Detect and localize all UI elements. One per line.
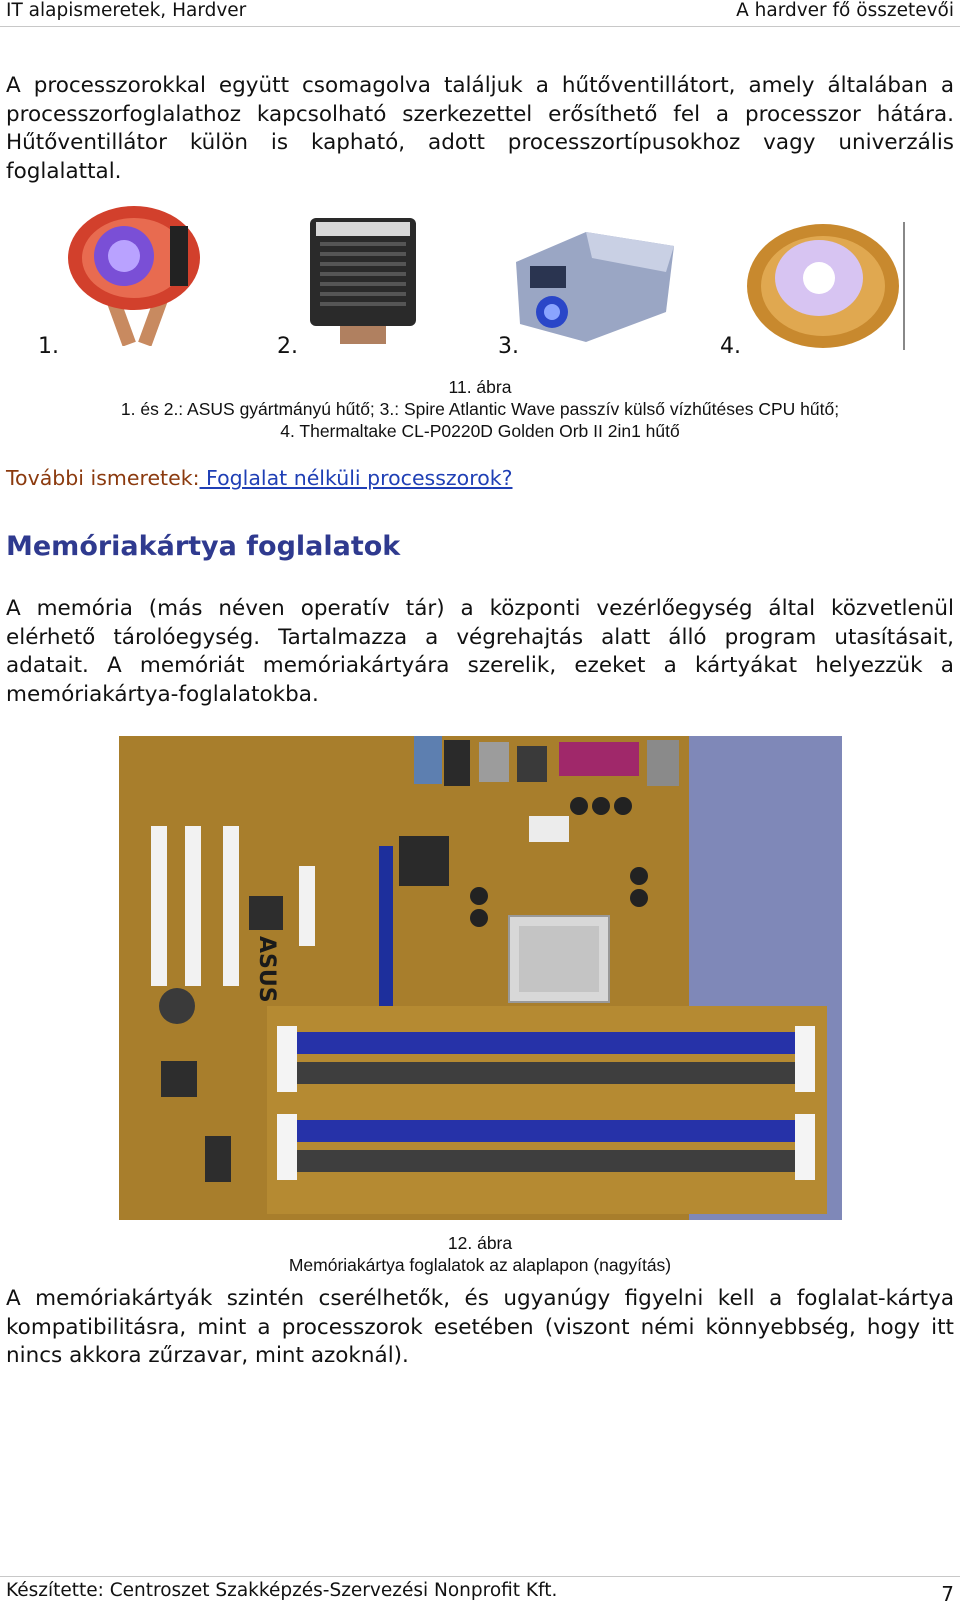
motherboard-photo: [119, 736, 842, 1220]
header-left-title: IT alapismeretek, Hardver: [6, 0, 247, 21]
water-cooler-icon: [516, 232, 674, 350]
section-heading: Memóriakártya foglalatok: [6, 531, 401, 562]
figure-11-images: [0, 196, 960, 360]
figure-item-number-3: 3.: [498, 334, 519, 359]
figure-12-caption: [0, 1232, 960, 1276]
further-reading: [6, 466, 513, 490]
header-right-title: A hardver fő összetevői: [736, 0, 954, 21]
page-footer: [0, 1570, 960, 1605]
figure-12-caption-title: 12. ábra: [447, 1233, 513, 1253]
figure-11-caption-line1: 1. és 2.: ASUS gyártmányú hűtő; 3.: Spire Atlantic Wave passzív külső vízhűtéses CPU hűtő;: [120, 399, 840, 419]
intro-paragraph: A processzorokkal együtt csomagolva találjuk a hűtőventillátort, amely általában a processzorfoglalathoz kapcsolható szerkezettel erősíthető fel a processzor hátára. Hűtőventillátor külön is kapható, adott processzortípusokhoz vagy univerzális foglalattal.: [6, 73, 954, 184]
board-label-text: ASUS: [254, 936, 279, 1003]
memory-paragraph: A memória (más néven operatív tár) a központi vezérlőegység által közvetlenül elérhető tárolóegység. Tartalmazza a végrehajtás alatt álló program utasításait, adatait. A memóriát memóriakártyára szerelik, ezeket a kártyákat helyezzük a memóriakártya-foglalatokba.: [6, 596, 954, 707]
figure-12-caption-line1: Memóriakártya foglalatok az alaplapon (nagyítás): [288, 1255, 672, 1275]
figure-11-caption: [0, 376, 960, 442]
copper-fan-cooler-icon: [62, 196, 212, 346]
page-header: [0, 0, 960, 30]
tower-heatsink-icon: [310, 218, 416, 344]
closing-paragraph: A memóriakártyák szintén cserélhetők, és ugyanúgy figyelni kell a foglalat-kártya kompatibilitásra, mint a processzorok esetében (viszont némi könnyebbség, hogy itt nincs akkora zűrzavar, mint azoknál).: [6, 1286, 954, 1368]
figure-item-number-4: 4.: [720, 334, 741, 359]
figure-11-caption-title: 11. ábra: [448, 377, 512, 397]
figure-item-number-1: 1.: [38, 334, 59, 359]
footer-credit: Készítette: Centroszet Szakképzés-Szervezési Nonprofit Kft.: [6, 1580, 558, 1601]
figure-11-caption-line2: 4. Thermaltake CL-P0220D Golden Orb II 2in1 hűtő: [280, 421, 680, 441]
further-reading-label: További ismeretek:: [6, 466, 200, 490]
golden-orb-cooler-icon: [745, 222, 909, 350]
further-reading-link[interactable]: Foglalat nélküli processzorok?: [199, 466, 513, 490]
header-divider: [0, 26, 960, 27]
footer-divider: [0, 1576, 960, 1577]
figure-item-number-2: 2.: [277, 334, 298, 359]
page-number: 7: [941, 1582, 954, 1606]
